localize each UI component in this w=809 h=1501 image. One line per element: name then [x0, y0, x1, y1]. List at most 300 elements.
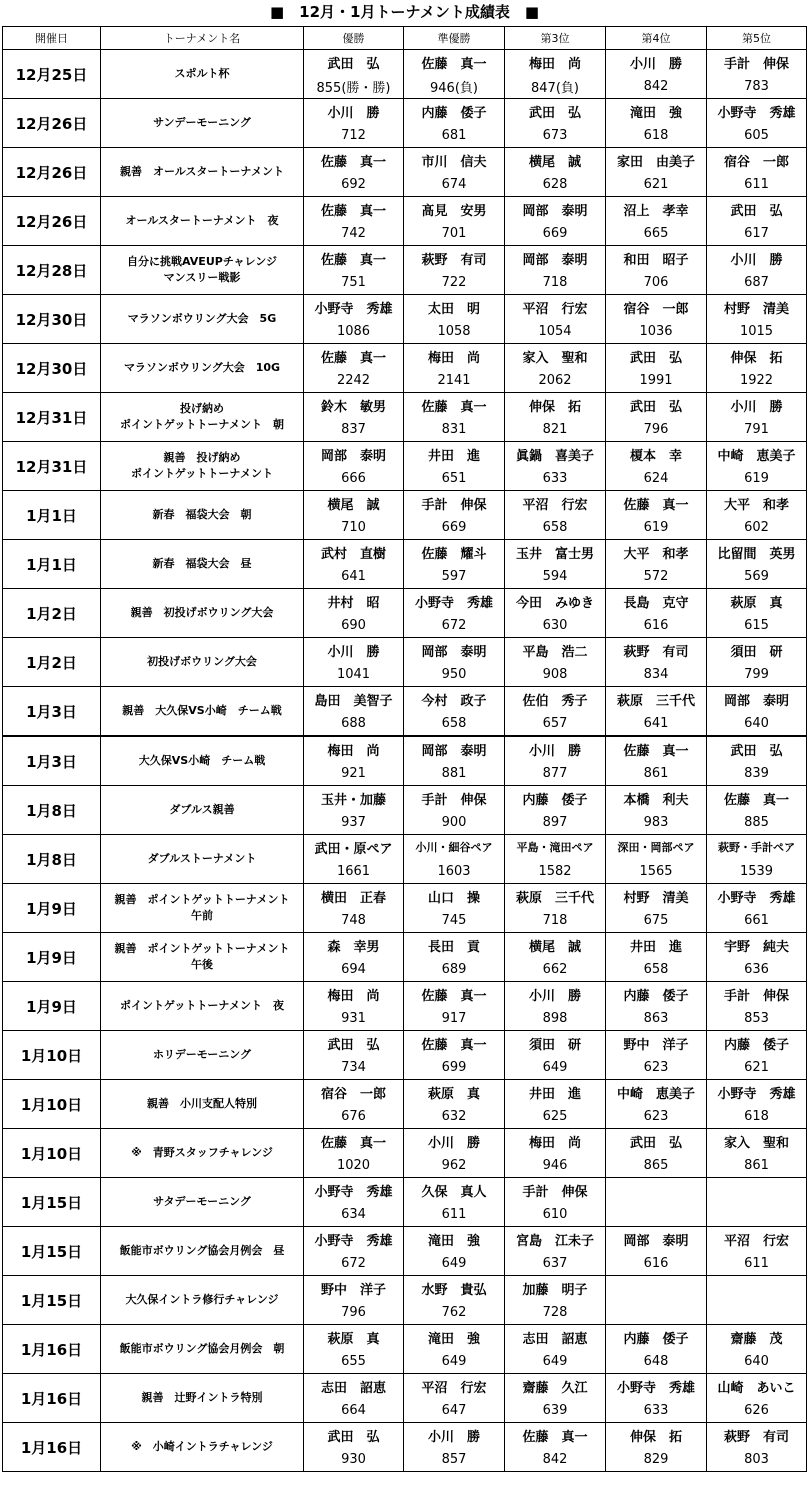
row-date: 1月9日 [3, 933, 101, 982]
row-player-rank-5: 小野寺 秀雄 [707, 1080, 807, 1105]
row-score-rank-4: 1036 [606, 319, 707, 344]
row-score-rank-4: 624 [606, 466, 707, 491]
row-player-rank-5: 萩野・手計ペア [707, 835, 807, 860]
row-score-rank-2: 857 [404, 1447, 505, 1472]
row-score-rank-5: 611 [707, 1251, 807, 1276]
table-row [3, 736, 807, 761]
row-player-rank-3: 今田 みゆき [505, 589, 606, 614]
row-score-rank-4: 621 [606, 172, 707, 197]
row-date: 1月1日 [3, 540, 101, 589]
row-score-rank-1: 712 [304, 123, 404, 148]
row-player-rank-2: 小川 勝 [404, 1423, 505, 1448]
row-player-rank-2: 佐藤 真一 [404, 1031, 505, 1056]
row-score-rank-1: 710 [304, 515, 404, 540]
row-player-rank-2: 滝田 強 [404, 1227, 505, 1252]
page-title: ■ 12月・1月トーナメント成績表 ■ [269, 3, 540, 21]
row-score-rank-3: 1054 [505, 319, 606, 344]
table-row [3, 933, 807, 958]
row-score-rank-3: 633 [505, 466, 606, 491]
row-score-rank-2: 2141 [404, 368, 505, 393]
row-score-rank-4: 796 [606, 417, 707, 442]
row-score-rank-5: 618 [707, 1104, 807, 1129]
row-score-rank-2: 745 [404, 908, 505, 933]
row-player-rank-3: 玉井 富士男 [505, 540, 606, 565]
row-player-rank-1: 武村 直樹 [304, 540, 404, 565]
row-player-rank-5: 小野寺 秀雄 [707, 884, 807, 909]
row-player-rank-4: 家田 由美子 [606, 148, 707, 173]
row-player-rank-3: 家入 聖和 [505, 344, 606, 369]
row-score-rank-5: 611 [707, 172, 807, 197]
row-score-rank-1: 837 [304, 417, 404, 442]
row-player-rank-3: 宮島 江未子 [505, 1227, 606, 1252]
row-score-rank-2: 597 [404, 564, 505, 589]
row-player-rank-1: 島田 美智子 [304, 687, 404, 712]
row-score-rank-2: 658 [404, 711, 505, 736]
table-row [3, 1276, 807, 1301]
row-player-rank-1: 佐藤 真一 [304, 344, 404, 369]
row-score-rank-5: 1539 [707, 859, 807, 884]
row-player-rank-2: 佐藤 真一 [404, 50, 505, 75]
row-score-rank-1: 1041 [304, 662, 404, 687]
row-tournament-name: 親善 オールスタートーナメント [101, 148, 304, 197]
row-tournament-name: スポルト杯 [101, 50, 304, 99]
row-date: 1月15日 [3, 1276, 101, 1325]
row-score-rank-3: 657 [505, 711, 606, 736]
row-score-rank-1: 655 [304, 1349, 404, 1374]
row-player-rank-1: 梅田 尚 [304, 982, 404, 1007]
row-tournament-name: マラソンボウリング大会 10G [101, 344, 304, 393]
row-player-rank-1: 小川 勝 [304, 99, 404, 124]
row-player-rank-1: 小川 勝 [304, 638, 404, 663]
row-score-rank-1: 692 [304, 172, 404, 197]
row-score-rank-4: 633 [606, 1398, 707, 1423]
row-score-rank-2: 762 [404, 1300, 505, 1325]
table-row [3, 1423, 807, 1448]
row-tournament-name: ※ 青野スタッフチャレンジ [101, 1129, 304, 1178]
row-score-rank-2: 674 [404, 172, 505, 197]
row-tournament-name: ダブルストーナメント [101, 835, 304, 884]
row-tournament-name: サンデーモーニング [101, 99, 304, 148]
row-date: 12月31日 [3, 442, 101, 491]
row-score-rank-2: 672 [404, 613, 505, 638]
row-player-rank-2: 市川 信夫 [404, 148, 505, 173]
row-score-rank-4: 616 [606, 1251, 707, 1276]
row-player-rank-2: 太田 明 [404, 295, 505, 320]
row-score-rank-4: 863 [606, 1006, 707, 1031]
row-player-rank-3: 志田 詔恵 [505, 1325, 606, 1350]
row-player-rank-1: 佐藤 真一 [304, 1129, 404, 1154]
row-score-rank-4: 706 [606, 270, 707, 295]
row-player-rank-5: 宿谷 一郎 [707, 148, 807, 173]
row-tournament-name: ダブルス親善 [101, 786, 304, 835]
row-date: 12月31日 [3, 393, 101, 442]
row-tournament-name: 飯能市ボウリング協会月例会 朝 [101, 1325, 304, 1374]
row-player-rank-3: 岡部 泰明 [505, 246, 606, 271]
table-row [3, 246, 807, 271]
row-player-rank-4: 萩野 有司 [606, 638, 707, 663]
row-date: 1月10日 [3, 1080, 101, 1129]
row-player-rank-1: 小野寺 秀雄 [304, 1178, 404, 1203]
row-date: 12月26日 [3, 197, 101, 246]
row-player-rank-3: 眞鍋 喜美子 [505, 442, 606, 467]
row-player-rank-4: 小野寺 秀雄 [606, 1374, 707, 1399]
row-score-rank-3: 821 [505, 417, 606, 442]
row-player-rank-2: 萩野 有司 [404, 246, 505, 271]
row-tournament-name: 投げ納め ポイントゲットトーナメント 朝 [101, 393, 304, 442]
table-row [3, 148, 807, 173]
row-player-rank-3: 内藤 倭子 [505, 786, 606, 811]
row-player-rank-1: 鈴木 敏男 [304, 393, 404, 418]
row-player-rank-3: 平島 浩二 [505, 638, 606, 663]
row-player-rank-5: 伸保 拓 [707, 344, 807, 369]
row-player-rank-5: 手計 伸保 [707, 982, 807, 1007]
row-player-rank-4: 和田 昭子 [606, 246, 707, 271]
row-score-rank-5: 626 [707, 1398, 807, 1423]
row-player-rank-2: 佐藤 真一 [404, 982, 505, 1007]
row-date: 1月1日 [3, 491, 101, 540]
row-tournament-name: サタデーモーニング [101, 1178, 304, 1227]
row-player-rank-3: 須田 研 [505, 1031, 606, 1056]
row-player-rank-1: 萩原 真 [304, 1325, 404, 1350]
row-score-rank-3: 662 [505, 957, 606, 982]
row-player-rank-3: 伸保 拓 [505, 393, 606, 418]
table-row [3, 1031, 807, 1056]
row-date: 12月28日 [3, 246, 101, 295]
row-player-rank-2: 平沼 行宏 [404, 1374, 505, 1399]
row-score-rank-4: 658 [606, 957, 707, 982]
row-player-rank-3: 平沼 行宏 [505, 295, 606, 320]
row-score-rank-4 [606, 1202, 707, 1227]
table-row [3, 884, 807, 909]
row-score-rank-3: 639 [505, 1398, 606, 1423]
row-score-rank-3: 649 [505, 1055, 606, 1080]
row-player-rank-5: 山崎 あいこ [707, 1374, 807, 1399]
row-score-rank-3: 718 [505, 908, 606, 933]
row-player-rank-1: 佐藤 真一 [304, 148, 404, 173]
row-score-rank-4: 623 [606, 1104, 707, 1129]
row-score-rank-1: 694 [304, 957, 404, 982]
row-score-rank-3: 728 [505, 1300, 606, 1325]
row-player-rank-5: 須田 研 [707, 638, 807, 663]
row-player-rank-3: 加藤 明子 [505, 1276, 606, 1301]
row-date: 1月16日 [3, 1325, 101, 1374]
row-date: 1月16日 [3, 1374, 101, 1423]
row-score-rank-1: 1086 [304, 319, 404, 344]
row-score-rank-3: 842 [505, 1447, 606, 1472]
row-score-rank-5: 783 [707, 74, 807, 99]
row-tournament-name: 親善 小川支配人特別 [101, 1080, 304, 1129]
table-row [3, 1178, 807, 1203]
table-row [3, 540, 807, 565]
row-score-rank-1: 664 [304, 1398, 404, 1423]
row-score-rank-1: 931 [304, 1006, 404, 1031]
row-score-rank-2: 962 [404, 1153, 505, 1178]
row-tournament-name: ※ 小崎イントラチャレンジ [101, 1423, 304, 1472]
row-date: 1月10日 [3, 1031, 101, 1080]
row-player-rank-4: 滝田 強 [606, 99, 707, 124]
row-score-rank-4: 865 [606, 1153, 707, 1178]
header-tournament-name: トーナメント名 [101, 27, 304, 50]
row-date: 1月9日 [3, 884, 101, 933]
row-score-rank-1: 672 [304, 1251, 404, 1276]
row-tournament-name: 親善 ポイントゲットトーナメント 午後 [101, 933, 304, 982]
row-score-rank-3: 669 [505, 221, 606, 246]
row-player-rank-3: 小川 勝 [505, 736, 606, 761]
row-player-rank-2: 小川 勝 [404, 1129, 505, 1154]
row-score-rank-3: 1582 [505, 859, 606, 884]
row-score-rank-1: 742 [304, 221, 404, 246]
row-score-rank-2: 681 [404, 123, 505, 148]
row-player-rank-4: 宿谷 一郎 [606, 295, 707, 320]
row-score-rank-2: 1058 [404, 319, 505, 344]
row-player-rank-1: 宿谷 一郎 [304, 1080, 404, 1105]
row-player-rank-2: 水野 貴弘 [404, 1276, 505, 1301]
table-row [3, 786, 807, 811]
row-score-rank-5 [707, 1300, 807, 1325]
row-player-rank-1: 武田 弘 [304, 50, 404, 75]
row-tournament-name: マラソンボウリング大会 5G [101, 295, 304, 344]
header-second: 準優勝 [404, 27, 505, 50]
row-score-rank-2: 722 [404, 270, 505, 295]
row-score-rank-5: 640 [707, 1349, 807, 1374]
header-row [3, 27, 807, 50]
row-date: 1月8日 [3, 835, 101, 884]
row-score-rank-1: 1020 [304, 1153, 404, 1178]
row-score-rank-4: 623 [606, 1055, 707, 1080]
row-player-rank-2: 佐藤 真一 [404, 393, 505, 418]
row-tournament-name: 大久保VS小崎 チーム戦 [101, 736, 304, 786]
header-date: 開催日 [3, 27, 101, 50]
row-player-rank-4: 深田・岡部ペア [606, 835, 707, 860]
row-player-rank-2: 梅田 尚 [404, 344, 505, 369]
row-date: 1月10日 [3, 1129, 101, 1178]
row-player-rank-4: 岡部 泰明 [606, 1227, 707, 1252]
row-score-rank-5: 1922 [707, 368, 807, 393]
row-player-rank-4: 武田 弘 [606, 1129, 707, 1154]
row-player-rank-5: 手計 伸保 [707, 50, 807, 75]
row-score-rank-4: 1565 [606, 859, 707, 884]
row-player-rank-3: 横尾 誠 [505, 933, 606, 958]
row-tournament-name: 飯能市ボウリング協会月例会 昼 [101, 1227, 304, 1276]
row-player-rank-4: 佐藤 真一 [606, 491, 707, 516]
row-player-rank-5: 内藤 倭子 [707, 1031, 807, 1056]
header-fourth: 第4位 [606, 27, 707, 50]
row-score-rank-4: 983 [606, 810, 707, 835]
row-player-rank-5 [707, 1276, 807, 1301]
row-score-rank-5: 861 [707, 1153, 807, 1178]
row-score-rank-2: 701 [404, 221, 505, 246]
row-player-rank-3: 小川 勝 [505, 982, 606, 1007]
row-player-rank-5: 齋藤 茂 [707, 1325, 807, 1350]
row-player-rank-4: 沼上 孝幸 [606, 197, 707, 222]
table-row [3, 442, 807, 467]
row-player-rank-5: 小川 勝 [707, 393, 807, 418]
row-player-rank-5: 平沼 行宏 [707, 1227, 807, 1252]
row-score-rank-3: 630 [505, 613, 606, 638]
row-player-rank-1: 岡部 泰明 [304, 442, 404, 467]
table-row [3, 687, 807, 712]
row-player-rank-2: 小野寺 秀雄 [404, 589, 505, 614]
row-score-rank-3: 594 [505, 564, 606, 589]
row-score-rank-3: 658 [505, 515, 606, 540]
row-tournament-name: 親善 辻野イントラ特別 [101, 1374, 304, 1423]
row-score-rank-5: 605 [707, 123, 807, 148]
row-score-rank-5: 885 [707, 810, 807, 835]
row-score-rank-5: 569 [707, 564, 807, 589]
row-score-rank-5: 1015 [707, 319, 807, 344]
row-player-rank-3: 井田 進 [505, 1080, 606, 1105]
row-score-rank-1: 734 [304, 1055, 404, 1080]
row-score-rank-1: 676 [304, 1104, 404, 1129]
row-score-rank-1: 796 [304, 1300, 404, 1325]
row-player-rank-5: 大平 和孝 [707, 491, 807, 516]
row-player-rank-3: 岡部 泰明 [505, 197, 606, 222]
row-player-rank-1: 武田 弘 [304, 1031, 404, 1056]
row-date: 1月15日 [3, 1227, 101, 1276]
row-player-rank-1: 志田 詔恵 [304, 1374, 404, 1399]
row-player-rank-4: 萩原 三千代 [606, 687, 707, 712]
row-score-rank-1: 751 [304, 270, 404, 295]
row-player-rank-4: 長島 克守 [606, 589, 707, 614]
row-player-rank-3: 手計 伸保 [505, 1178, 606, 1203]
row-score-rank-5: 799 [707, 662, 807, 687]
row-tournament-name: 新春 福袋大会 昼 [101, 540, 304, 589]
row-score-rank-1: 1661 [304, 859, 404, 884]
row-player-rank-4: 中崎 恵美子 [606, 1080, 707, 1105]
row-player-rank-1: 井村 昭 [304, 589, 404, 614]
row-player-rank-4: 武田 弘 [606, 393, 707, 418]
row-player-rank-4: 榎本 幸 [606, 442, 707, 467]
row-player-rank-2: 滝田 強 [404, 1325, 505, 1350]
row-player-rank-4: 佐藤 真一 [606, 736, 707, 761]
results-body [3, 50, 807, 1472]
row-date: 1月8日 [3, 786, 101, 835]
row-date: 1月15日 [3, 1178, 101, 1227]
row-score-rank-3: 628 [505, 172, 606, 197]
row-score-rank-2: 632 [404, 1104, 505, 1129]
row-score-rank-4: 861 [606, 761, 707, 786]
row-score-rank-4: 572 [606, 564, 707, 589]
row-score-rank-2: 699 [404, 1055, 505, 1080]
row-score-rank-1: 937 [304, 810, 404, 835]
row-score-rank-1: 666 [304, 466, 404, 491]
row-date: 12月30日 [3, 295, 101, 344]
row-score-rank-4: 665 [606, 221, 707, 246]
row-date: 12月30日 [3, 344, 101, 393]
row-player-rank-2: 手計 伸保 [404, 786, 505, 811]
row-score-rank-2: 831 [404, 417, 505, 442]
row-date: 1月2日 [3, 589, 101, 638]
row-tournament-name: ホリデーモーニング [101, 1031, 304, 1080]
table-row [3, 1227, 807, 1252]
table-row [3, 589, 807, 614]
row-player-rank-4 [606, 1276, 707, 1301]
row-date: 1月3日 [3, 687, 101, 737]
row-player-rank-5: 岡部 泰明 [707, 687, 807, 712]
row-score-rank-5 [707, 1202, 807, 1227]
row-date: 12月25日 [3, 50, 101, 99]
row-player-rank-5: 武田 弘 [707, 197, 807, 222]
row-player-rank-1: 武田・原ペア [304, 835, 404, 860]
row-score-rank-3: 877 [505, 761, 606, 786]
row-score-rank-1: 641 [304, 564, 404, 589]
row-tournament-name: 新春 福袋大会 朝 [101, 491, 304, 540]
row-score-rank-5: 803 [707, 1447, 807, 1472]
row-score-rank-5: 619 [707, 466, 807, 491]
row-score-rank-1: 855(勝・勝) [304, 74, 404, 99]
row-player-rank-5 [707, 1178, 807, 1203]
table-row [3, 1080, 807, 1105]
row-score-rank-2: 689 [404, 957, 505, 982]
row-tournament-name: 親善 投げ納め ポイントゲットトーナメント [101, 442, 304, 491]
header-third: 第3位 [505, 27, 606, 50]
row-score-rank-4: 619 [606, 515, 707, 540]
table-row [3, 638, 807, 663]
row-player-rank-2: 岡部 泰明 [404, 736, 505, 761]
row-score-rank-1: 634 [304, 1202, 404, 1227]
table-row [3, 295, 807, 320]
row-player-rank-4: 野中 洋子 [606, 1031, 707, 1056]
row-score-rank-1: 921 [304, 761, 404, 786]
row-score-rank-1: 688 [304, 711, 404, 736]
row-tournament-name: 初投げボウリング大会 [101, 638, 304, 687]
row-player-rank-4: 伸保 拓 [606, 1423, 707, 1448]
table-row [3, 1129, 807, 1154]
row-score-rank-5: 617 [707, 221, 807, 246]
row-score-rank-5: 602 [707, 515, 807, 540]
row-score-rank-2: 651 [404, 466, 505, 491]
row-score-rank-5: 839 [707, 761, 807, 786]
table-row [3, 982, 807, 1007]
row-score-rank-3: 625 [505, 1104, 606, 1129]
row-player-rank-2: 今村 政子 [404, 687, 505, 712]
row-date: 1月9日 [3, 982, 101, 1031]
row-score-rank-2: 669 [404, 515, 505, 540]
row-tournament-name: 大久保イントラ修行チャレンジ [101, 1276, 304, 1325]
results-table [2, 26, 807, 1472]
row-player-rank-5: 武田 弘 [707, 736, 807, 761]
row-score-rank-1: 930 [304, 1447, 404, 1472]
row-score-rank-5: 853 [707, 1006, 807, 1031]
row-score-rank-2: 946(負) [404, 74, 505, 99]
row-player-rank-1: 梅田 尚 [304, 736, 404, 761]
row-score-rank-3: 946 [505, 1153, 606, 1178]
row-date: 12月26日 [3, 99, 101, 148]
row-player-rank-3: 佐藤 真一 [505, 1423, 606, 1448]
row-score-rank-1: 2242 [304, 368, 404, 393]
row-player-rank-4: 武田 弘 [606, 344, 707, 369]
row-player-rank-5: 小川 勝 [707, 246, 807, 271]
row-player-rank-4: 本橋 利夫 [606, 786, 707, 811]
row-player-rank-1: 武田 弘 [304, 1423, 404, 1448]
row-score-rank-2: 649 [404, 1349, 505, 1374]
row-date: 1月2日 [3, 638, 101, 687]
row-score-rank-4: 618 [606, 123, 707, 148]
row-score-rank-2: 647 [404, 1398, 505, 1423]
row-player-rank-3: 横尾 誠 [505, 148, 606, 173]
row-player-rank-4: 井田 進 [606, 933, 707, 958]
row-player-rank-5: 家入 聖和 [707, 1129, 807, 1154]
row-tournament-name: 自分に挑戦AVEUPチャレンジ マンスリー戦影 [101, 246, 304, 295]
row-tournament-name: 親善 初投げボウリング大会 [101, 589, 304, 638]
table-row [3, 197, 807, 222]
row-score-rank-3: 908 [505, 662, 606, 687]
row-score-rank-4: 1991 [606, 368, 707, 393]
table-row [3, 1325, 807, 1350]
row-player-rank-1: 野中 洋子 [304, 1276, 404, 1301]
row-score-rank-5: 621 [707, 1055, 807, 1080]
row-score-rank-3: 847(負) [505, 74, 606, 99]
